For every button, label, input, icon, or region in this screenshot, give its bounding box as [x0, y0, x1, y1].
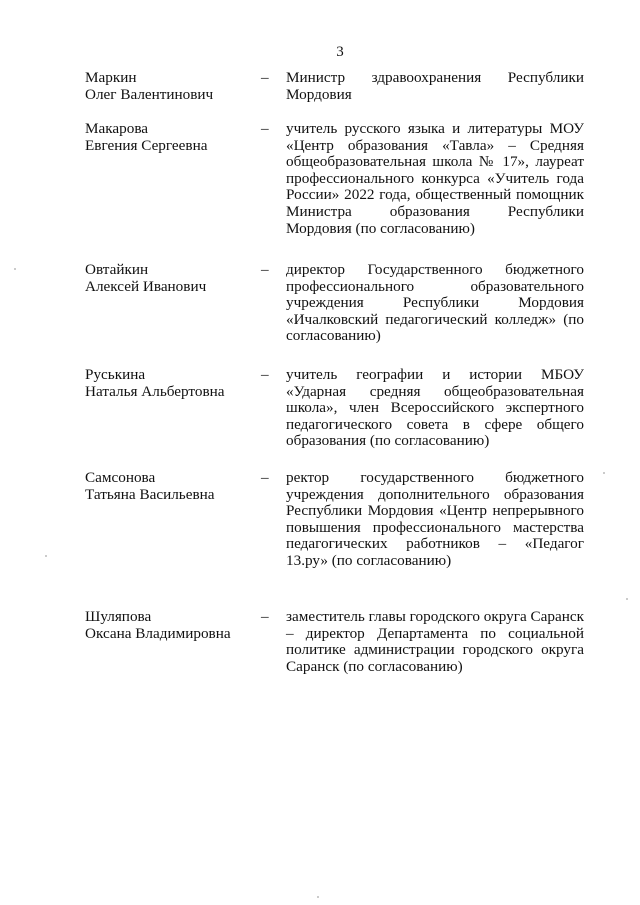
- scan-speck: [45, 555, 47, 557]
- member-given-names: Евгения Сергеевна: [85, 136, 208, 154]
- dash-separator: –: [261, 261, 269, 278]
- member-surname: Шуляпова: [85, 608, 152, 625]
- member-surname: Макарова: [85, 120, 149, 137]
- member-surname: Руськина: [85, 366, 146, 383]
- dash-separator: –: [261, 469, 269, 486]
- member-name: [85, 367, 255, 400]
- member-name: [85, 70, 255, 103]
- page-number: 3: [336, 44, 344, 60]
- member-name: [85, 121, 255, 154]
- member-surname: Маркин: [85, 69, 137, 86]
- scan-speck: [603, 472, 605, 474]
- member-given-names: Наталья Альбертовна: [85, 382, 225, 400]
- member-name: [85, 262, 255, 295]
- dash-separator: –: [261, 69, 269, 86]
- member-position: учитель географии и истории МБОУ «Ударная средняя общеобразовательная школа», член Всероссийского экспертного педагогического совета в сфере общего образования (по согласованию): [286, 366, 584, 450]
- member-position: учитель русского языка и литературы МОУ «Центр образования «Тавла» – Средняя общеобразовательная школа № 17», лауреат профессионального конкурса «Учитель года России» 2022 года, общественный помощник Министра образования Республики Мордовия (по согласованию): [286, 120, 584, 237]
- dash-separator: –: [261, 120, 269, 137]
- member-given-names: Татьяна Васильевна: [85, 485, 215, 503]
- member-name: [85, 470, 255, 503]
- dash-separator: –: [261, 608, 269, 625]
- member-given-names: Алексей Иванович: [85, 277, 207, 295]
- scan-speck: [317, 896, 319, 898]
- scan-speck: [14, 268, 16, 270]
- member-position: заместитель главы городского округа Саранск – директор Департамента по социальной политике администрации городского округа Саранск (по согласованию): [286, 608, 584, 675]
- member-surname: Самсонова: [85, 469, 156, 486]
- dash-separator: –: [261, 366, 269, 383]
- member-position: директор Государственного бюджетного профессионального образовательного учреждения Республики Мордовия «Ичалковский педагогический колледж» (по согласованию): [286, 261, 584, 345]
- member-surname: Овтайкин: [85, 261, 149, 278]
- member-name: [85, 609, 255, 642]
- member-given-names: Олег Валентинович: [85, 85, 214, 103]
- scan-speck: [626, 598, 628, 600]
- member-given-names: Оксана Владимировна: [85, 624, 231, 642]
- member-position: ректор государственного бюджетного учреждения дополнительного образования Республики Мордовия «Центр непрерывного повышения профессионального мастерства педагогических работников – «Педагог 13.ру» (по согласованию): [286, 469, 584, 569]
- member-position: Министр здравоохранения Республики Мордовия: [286, 69, 584, 103]
